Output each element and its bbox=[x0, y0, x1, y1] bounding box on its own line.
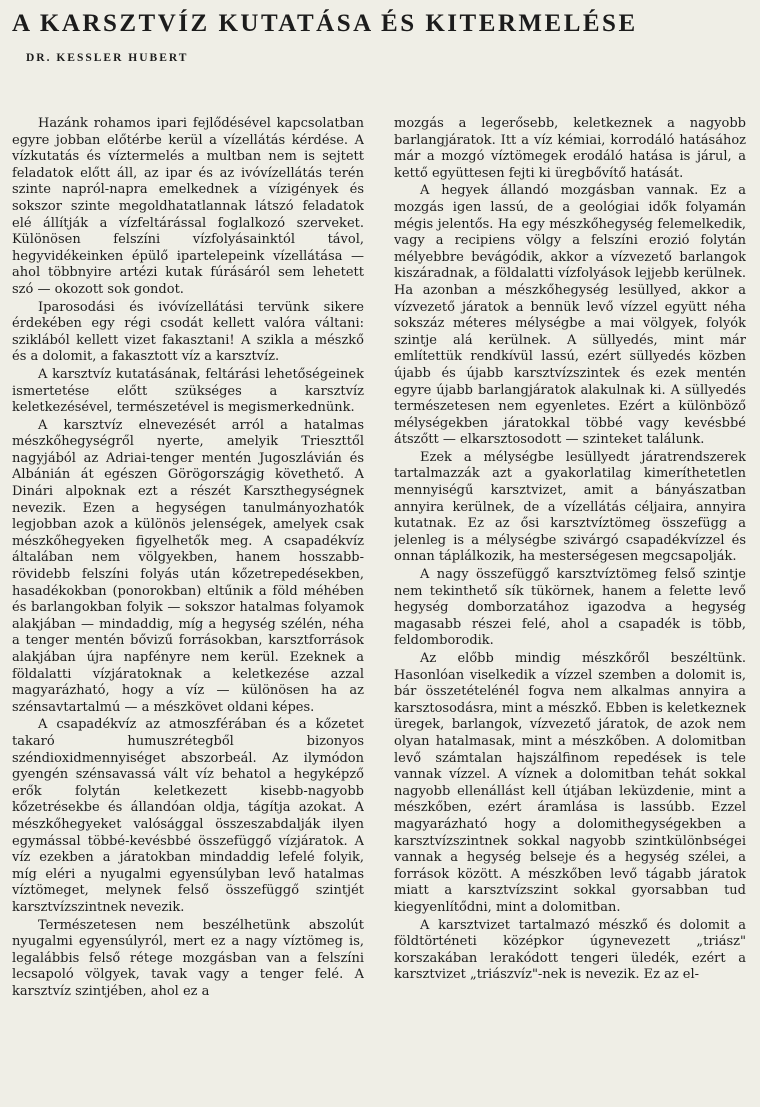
article-author: DR. KESSLER HUBERT bbox=[26, 52, 189, 64]
paragraph: A nagy összefüggő karsztvíztömeg felső szintje nem tekinthető sík tükörnek, hanem a felette levő hegység domborzatához igazodva a hegység magasabb részei felé, ahol a csapadék is több, feldomborodik. bbox=[394, 567, 746, 649]
paragraph: Iparosodási és ivóvízellátási tervünk sikere érdekében egy régi csodát kellett valóra váltani: sziklából kellett vizet fakasztani! A szikla a mészkő és a dolomit, a fakasztott víz a karsztvíz. bbox=[12, 299, 364, 365]
article-body bbox=[12, 116, 746, 1107]
paragraph: Hazánk rohamos ipari fejlődésével kapcsolatban egyre jobban előtérbe kerül a vízellátás kérdése. A vízkutatás és víztermelés a multban nem is sejtett feladatok előtt áll, az ipar és az ivóvízellátás terén szinte napról-napra emelkednek a vízigények és sokszor szinte megoldhatatlannak látszó feladatok elé állítják a vízfeltárással foglalkozó szerveket. Különösen felszíni vízfolyásainktól távol, hegyvidékeinken épülő ipartelepeink vízellátása — ahol többnyire artézi kutak fúrásáról sem lehetett szó — okozott sok gondot. bbox=[12, 116, 364, 297]
paragraph: A karsztvíz elnevezését arról a hatalmas mészkőhegységről nyerte, amelyik Trieszttől nagyjából az Adriai-tenger mentén Jugoszlávián és Albánián át egészen Görögországig követhető. A Dinári alpoknak ezt a részét Karszthegységnek nevezik. Ezen a hegységen tanulmányozhatók legjobban azok a különös jelenségek, amelyek csak mészkőhegyeken figyelhetők meg. A csapadékvíz általában nem völgyekben, hanem hosszabb-rövidebb felszíni folyás után kőzetrepedésekben, hasadékokban (ponorokban) eltűnik a föld méhében és barlangokban folyik — sokszor hatalmas folyamok alakjában — mindaddig, míg a hegység szélén, néha a tenger mentén bővizű forrásokban, karsztforrások alakjában újra napfényre nem kerül. Ezeknek a földalatti vízjáratoknak a keletkezése azzal magyarázható, hogy a víz — különösen ha az szénsavtartalmú — a mészkövet oldani képes. bbox=[12, 417, 364, 715]
paragraph: A karsztvíz kutatásának, feltárási lehetőségeinek ismertetése előtt szükséges a karsztvíz keletkezésével, természetével is megismerkednünk. bbox=[12, 366, 364, 416]
paragraph: mozgás a legerősebb, keletkeznek a nagyobb barlangjáratok. Itt a víz kémiai, korrodáló hatásához már a mozgó víztömegek erodáló hatása is járul, a kettő együttesen fejti ki üregbővítő hatását. bbox=[394, 116, 746, 181]
column-left bbox=[12, 116, 364, 1107]
paragraph: A csapadékvíz az atmoszférában és a kőzetet takaró humuszrétegből bizonyos széndioxidmennyiséget abszorbeál. Az ilymódon gyengén szénsavassá vált víz behatol a hegyképző erők folytán keletkezett kisebb-nagyobb kőzetrésekbe és állandóan oldja, tágítja azokat. A mészkőhegyeket valósággal összeszabdalják ilyen egymással többé-kevésbbé összefüggő vízjáratok. A víz ezekben a járatokban mindaddig lefelé folyik, míg eléri a nyugalmi egyensúlyban levő hatalmas víztömeget, melynek felső összefüggő szintjét karsztvízszintnek nevezik. bbox=[12, 717, 364, 915]
column-right bbox=[394, 116, 746, 1107]
paragraph: A karsztvizet tartalmazó mészkő és dolomit a földtörténeti középkor úgynevezett „triász" korszakában lerakódott tengeri üledék, ezért a karsztvizet „triászvíz"-nek is nevezik. Ez az el- bbox=[394, 917, 746, 983]
paragraph: Ezek a mélységbe lesüllyedt járatrendszerek tartalmazzák azt a gyakorlatilag kimeríthetetlen mennyiségű karsztvizet, amit a bányászatban annyira kerülnek, de a vízellátás céljaira, annyira kutatnak. Ez az ősi karsztvíztömeg összefügg a jelenleg is a mélységbe szivárgó csapadékvízzel és onnan táplálkozik, ha mesterségesen megcsapolják. bbox=[394, 449, 746, 565]
paragraph: A hegyek állandó mozgásban vannak. Ez a mozgás igen lassú, de a geológiai idők folyamán mégis jelentős. Ha egy mészkőhegység felemelkedik, vagy a recipiens völgy a felszíni erozió folytán mélyebbre bevágódik, akkor a vízvezető barlangok kiszáradnak, a földalatti vízfolyások lejjebb kerülnek. Ha azonban a mészkőhegység lesüllyed, akkor a vízvezető járatok a bennük levő vízzel együtt néha sokszáz méteres mélységbe a mai völgyek, folyók szintje alá kerülnek. A süllyedés, mint már említettük rendkívül lassú, ezért süllyedés közben újabb és újabb karsztvízszintek és ezek mentén egyre újabb barlangjáratok alakulnak ki. A süllyedés természetesen nem egyenletes. Ezért a különböző mélységekben járatokkal többé vagy kevésbbé átszőtt — elkarsztosodott — szinteket találunk. bbox=[394, 183, 746, 448]
paragraph: Az előbb mindig mészkőről beszéltünk. Hasonlóan viselkedik a vízzel szemben a dolomit is, bár összetételénél fogva nem alkalmas annyira a karsztosodásra, mint a mészkő. Ebben is keletkeznek üregek, barlangok, vízvezető járatok, de azok nem olyan hatalmasak, mint a mészkőben. A dolomitban levő számtalan hajszálfinom repedések is tele vannak vízzel. A víznek a dolomitban tehát sokkal nagyobb ellenállást kell útjában leküzdenie, mint a mészkőben, ezért áramlása is lassúbb. Ezzel magyarázható hogy a dolomithegységekben a karsztvízszintnek sokkal nagyobb szintkülönbségei vannak a hegység belseje és a hegység szélei, a források között. A mészkőben levő tágabb járatok miatt a karsztvízszint sokkal gyorsabban tud kiegyenlítődni, mint a dolomitban. bbox=[394, 651, 746, 915]
article-title: A KARSZTVÍZ KUTATÁSA ÉS KITERMELÉSE bbox=[12, 10, 638, 37]
paragraph: Természetesen nem beszélhetünk abszolút nyugalmi egyensúlyról, mert ez a nagy víztömeg is, legalábbis felső rétege mozgásban van a felszíni lecsapoló völgyek, tavak vagy a tenger felé. A karsztvíz szintjében, ahol ez a bbox=[12, 917, 364, 999]
